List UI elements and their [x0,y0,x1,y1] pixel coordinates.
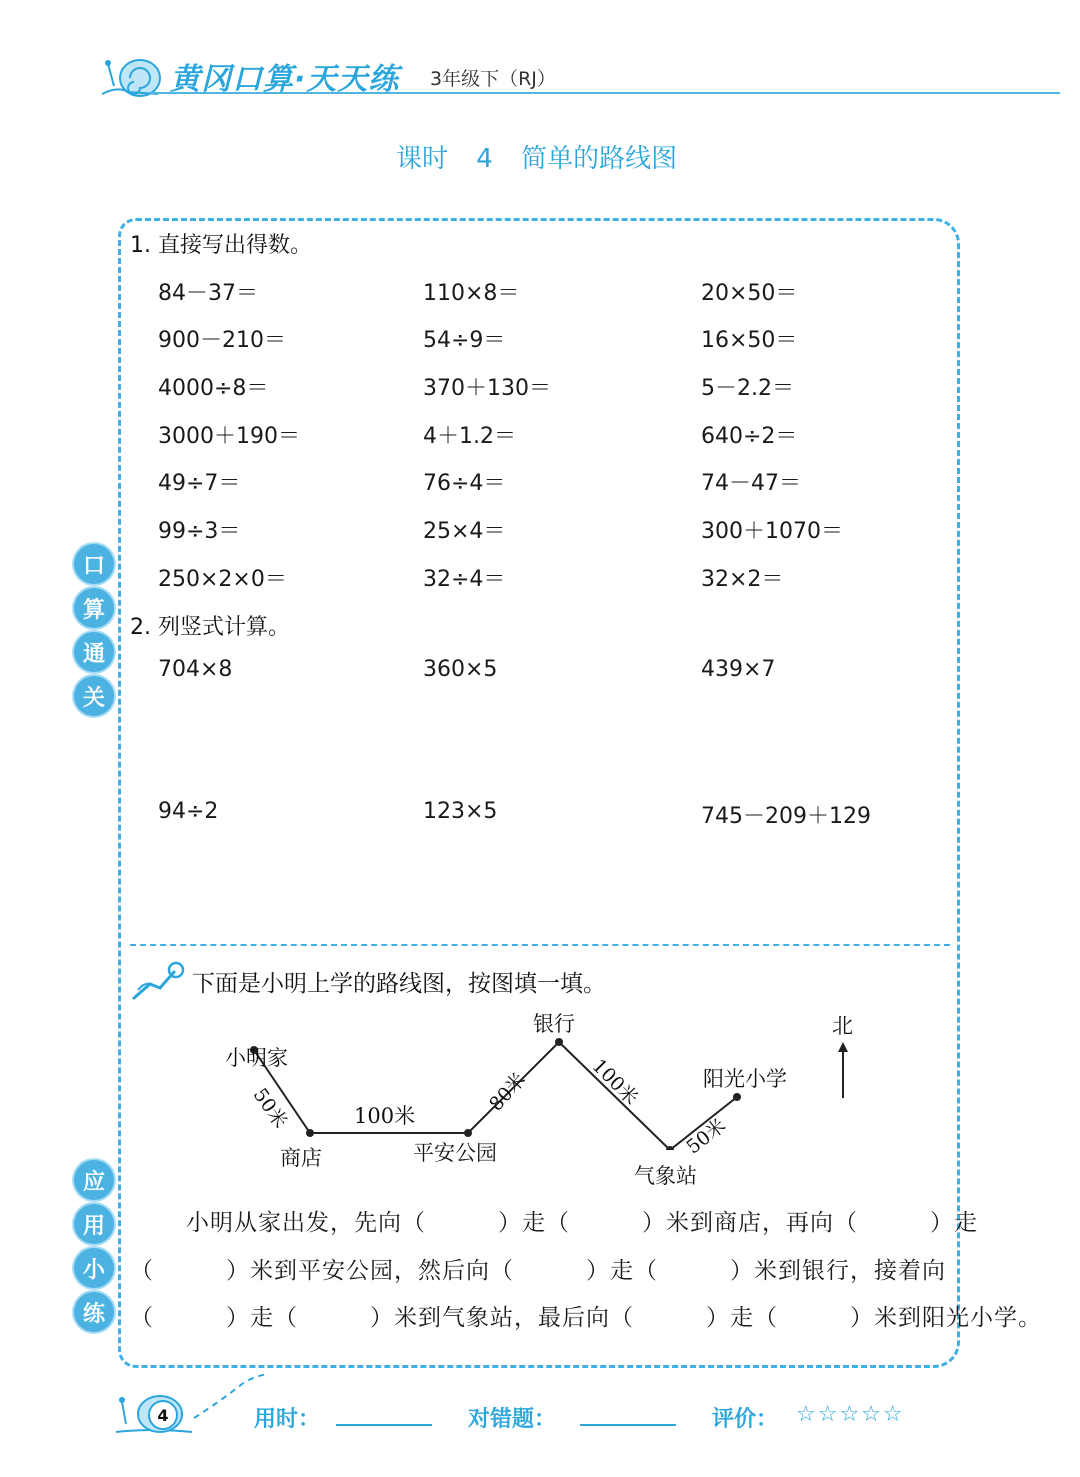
place-label: 阳光小学 [703,1067,787,1091]
problem: 439×7 [701,657,776,682]
side-tab-char: 口 [74,544,114,584]
time-label: 用时： [254,1407,321,1432]
problem: 94÷2 [158,799,219,824]
distance-label: 50米 [248,1084,292,1133]
problem: 99÷3＝ [158,519,241,544]
brand-title: 黄冈口算·天天练 [170,62,400,97]
problem: 49÷7＝ [158,471,241,496]
problem: 84－37＝ [158,281,258,306]
section-divider [130,944,950,946]
place-label: 商店 [280,1146,322,1170]
side-tab-char: 算 [74,588,114,628]
place-label: 气象站 [634,1164,697,1188]
distance-label: 50米 [682,1114,731,1159]
errors-label: 对错题： [468,1407,557,1432]
application-title: 下面是小明上学的路线图，按图填一填。 [192,971,606,997]
time-blank[interactable] [336,1424,432,1426]
errors-blank[interactable] [580,1424,676,1426]
problem: 300＋1070＝ [701,519,843,544]
side-tab-char: 用 [74,1204,114,1244]
pointing-hand-icon [130,960,186,1008]
problem: 704×8 [158,657,233,682]
side-tab-application [74,1160,116,1336]
place-label: 小明家 [225,1046,288,1070]
problem: 4＋1.2＝ [423,424,516,449]
map-node-shop [306,1129,314,1137]
problem: 20×50＝ [701,281,798,306]
problem: 32÷4＝ [423,567,506,592]
problem: 76÷4＝ [423,471,506,496]
lesson-title: 课时 4 简单的路线图 [396,144,678,174]
problem: 123×5 [423,799,498,824]
problem: 74－47＝ [701,471,801,496]
problem: 54÷9＝ [423,328,506,353]
fill-in-line: （ ）走（ ）米到气象站，最后向（ ）走（ ）米到阳光小学。 [130,1305,1042,1331]
header-rule [150,92,1060,94]
rating-stars[interactable]: ☆☆☆☆☆ [796,1402,905,1427]
snail-logo-icon [98,52,168,104]
side-tab-char: 应 [74,1160,114,1200]
fill-in-line: （ ）米到平安公园，然后向（ ）走（ ）米到银行，接着向 [130,1258,946,1284]
side-tab-char: 练 [74,1292,114,1332]
map-node-park [464,1129,472,1137]
problem: 745－209＋129 [701,804,871,829]
grade-label: 3年级下（RJ） [430,68,556,90]
section1-title: 1. 直接写出得数。 [130,233,312,258]
map-node-bank [555,1038,563,1046]
problem: 5－2.2＝ [701,376,794,401]
problem: 32×2＝ [701,567,784,592]
problem: 360×5 [423,657,498,682]
side-tab-oral [74,544,116,720]
place-label: 平安公园 [413,1141,497,1165]
north-label: 北 [832,1014,853,1038]
place-label: 银行 [533,1012,575,1036]
section2-title: 2. 列竖式计算。 [130,615,290,640]
problem: 4000÷8＝ [158,376,269,401]
problem: 900－210＝ [158,328,286,353]
map-node-school [733,1093,741,1101]
distance-label: 100米 [587,1054,643,1110]
side-tab-char: 小 [74,1248,114,1288]
problem: 640÷2＝ [701,424,798,449]
problem: 250×2×0＝ [158,567,287,592]
problem: 110×8＝ [423,281,520,306]
page-number: 4 [148,1400,178,1430]
side-tab-char: 通 [74,632,114,672]
side-tab-char: 关 [74,676,114,716]
problem: 3000＋190＝ [158,424,300,449]
distance-label: 100米 [354,1104,416,1128]
distance-label: 80米 [484,1068,531,1116]
north-arrow-icon [835,1040,851,1100]
problem: 16×50＝ [701,328,798,353]
rating-label: 评价： [712,1407,779,1432]
problem: 370＋130＝ [423,376,551,401]
problem: 25×4＝ [423,519,506,544]
fill-in-line: 小明从家出发，先向（ ）走（ ）米到商店，再向（ ）走 [186,1210,978,1236]
